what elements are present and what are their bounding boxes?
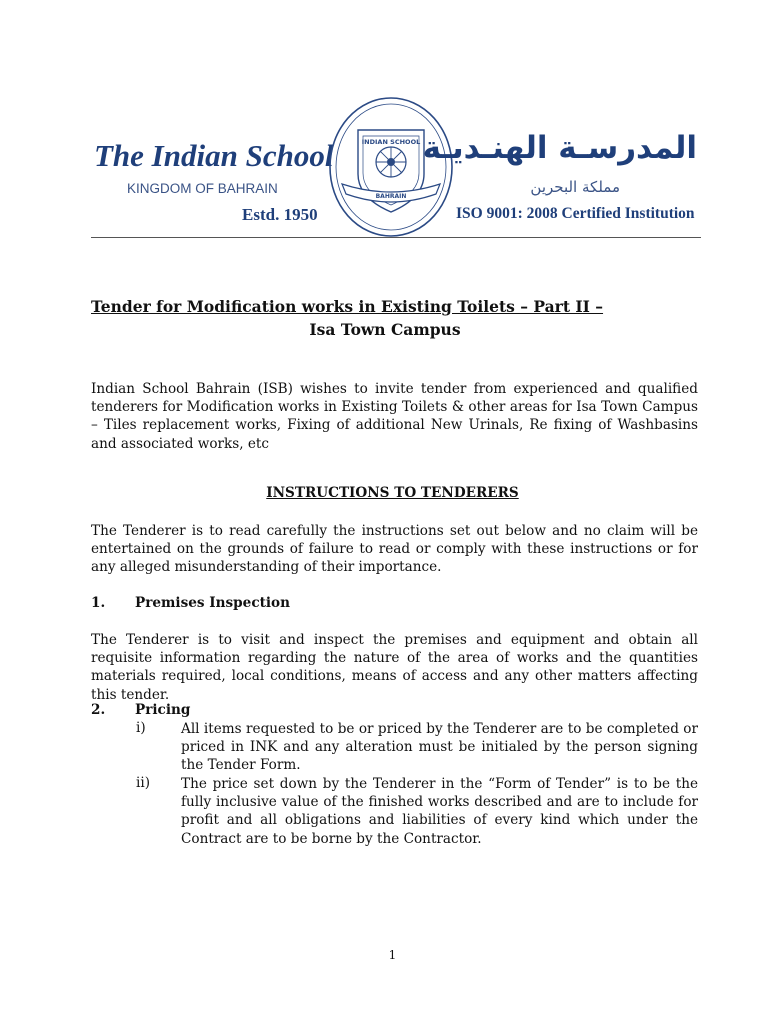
- page-number: 1: [388, 948, 397, 962]
- item-ii-label: ii): [136, 775, 150, 791]
- section-1-title: Premises Inspection: [135, 595, 290, 611]
- header-divider: [91, 237, 701, 238]
- instructions-heading: INSTRUCTIONS TO TENDERERS: [266, 485, 519, 501]
- school-name-english: The Indian School: [94, 138, 334, 173]
- svg-text:INDIAN SCHOOL: INDIAN SCHOOL: [361, 138, 421, 146]
- kingdom-english: KINGDOM OF BAHRAIN: [127, 181, 278, 196]
- section-2-number: 2.: [91, 702, 106, 718]
- kingdom-arabic: مملكة البحرين: [530, 178, 620, 196]
- item-ii-text: The price set down by the Tenderer in the “Form of Tender” is to be the fully inclusive value of the finished works described and are to include for profit and all obligations and liabilities of every kind which under the Contract are to be borne by the Contractor.: [181, 776, 698, 847]
- document-title-line-2: Isa Town Campus: [309, 320, 461, 339]
- item-i-label: i): [136, 720, 146, 736]
- section-2-title: Pricing: [135, 702, 191, 718]
- established-year: Estd. 1950: [242, 205, 318, 224]
- iso-certification: ISO 9001: 2008 Certified Institution: [456, 205, 695, 222]
- section-1-text: The Tenderer is to visit and inspect the premises and equipment and obtain all requisite information regarding the nature of the area of works and the quantities materials required, local conditions, means of access and any other matters affecting this tender.: [91, 632, 698, 703]
- school-emblem-logo: [328, 96, 454, 238]
- school-name-arabic: المدرسـة الهنـديـة: [422, 130, 697, 166]
- instructions-intro: The Tenderer is to read carefully the instructions set out below and no claim will be entertained on the grounds of failure to read or comply with these instructions or for any alleged misunderstanding of their importance.: [91, 523, 698, 576]
- letterhead: [0, 0, 770, 245]
- item-i-text: All items requested to be or priced by the Tenderer are to be completed or priced in INK and any alteration must be initialed by the person signing the Tender Form.: [181, 721, 698, 774]
- intro-paragraph: Indian School Bahrain (ISB) wishes to invite tender from experienced and qualified tenderers for Modification works in Existing Toilets & other areas for Isa Town Campus – Tiles replacement works, Fixing of additional New Urinals, Re fixing of Washbasins and associated works, etc: [91, 381, 698, 452]
- svg-text:BAHRAIN: BAHRAIN: [375, 193, 407, 200]
- section-1-number: 1.: [91, 595, 106, 611]
- document-title-line-1: Tender for Modification works in Existing Toilets – Part II –: [91, 297, 604, 316]
